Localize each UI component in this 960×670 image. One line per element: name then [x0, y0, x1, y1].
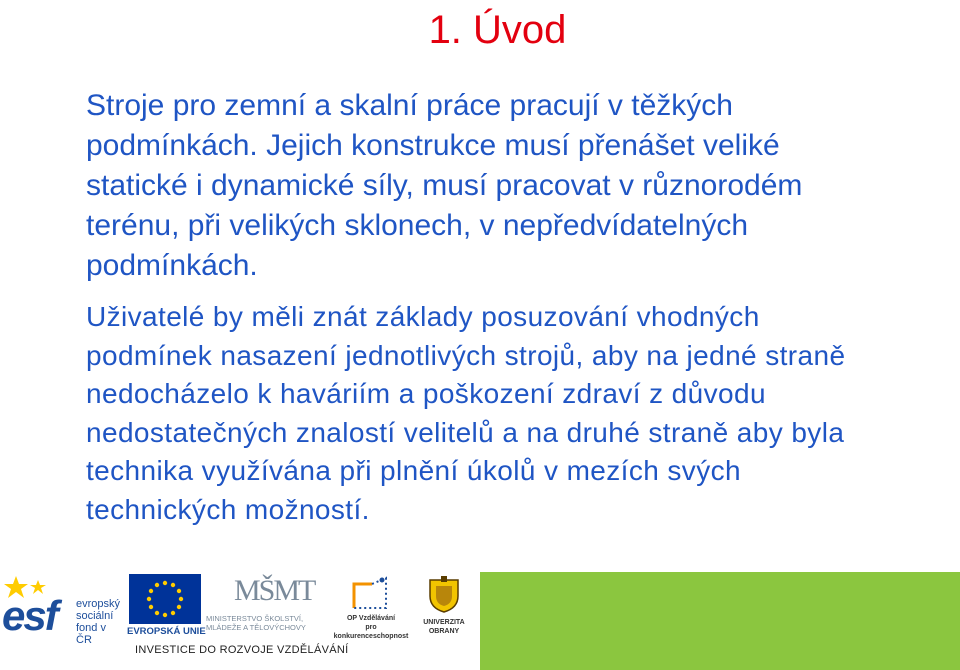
- slide-title: 1. Úvod: [428, 8, 567, 52]
- op-logo: [330, 574, 412, 638]
- university-line-2: OBRANY: [428, 628, 460, 635]
- footer-green-block: [480, 572, 960, 670]
- msmt-line-1: MINISTERSTVO ŠKOLSTVÍ,: [206, 614, 304, 623]
- paragraph-users: Uživatelé by měli znát základy posuzování vhodných podmínek nasazení jednotlivých strojů, aby na jedné straně nedocházelo k haváriím a poškození zdraví z důvodu nedostatečných znalostí velitelů a na druhé straně aby byla technika využívána při plnění úkolů v mezích svých technických možností.: [86, 301, 846, 525]
- university-logo: [414, 574, 474, 638]
- eu-logo: [127, 574, 206, 638]
- esf-line-1: evropský: [76, 598, 121, 610]
- op-line-1: OP Vzdělávání: [346, 615, 396, 622]
- esf-mark: esf: [2, 592, 57, 639]
- op-frame-icon: [350, 574, 390, 612]
- eu-flag-icon: [129, 574, 201, 624]
- msmt-line-2: MLÁDEŽE A TĚLOVÝCHOVY: [206, 623, 306, 632]
- esf-line-2: sociální: [76, 610, 114, 622]
- paragraph-intro: Stroje pro zemní a skalní práce pracují v těžkých podmínkách. Jejich konstrukce musí přenášet veliké statické i dynamické síly, musí pracovat v různorodém terénu, při velikých sklonech, v nepředvídatelných podmínkách.: [86, 89, 803, 282]
- op-line-2: pro konkurenceschopnost: [333, 624, 409, 640]
- esf-logo: [2, 574, 124, 646]
- esf-line-3: fond v ČR: [76, 622, 106, 646]
- slide-body: [86, 86, 886, 529]
- msmt-mark: MŠMT: [234, 574, 315, 607]
- eu-caption: EVROPSKÁ UNIE: [127, 626, 206, 637]
- university-crest-icon: [426, 574, 462, 614]
- university-line-1: UNIVERZITA: [423, 619, 465, 626]
- footer-tagline: INVESTICE DO ROZVOJE VZDĚLÁVÁNÍ: [135, 644, 349, 656]
- msmt-logo: [206, 574, 328, 638]
